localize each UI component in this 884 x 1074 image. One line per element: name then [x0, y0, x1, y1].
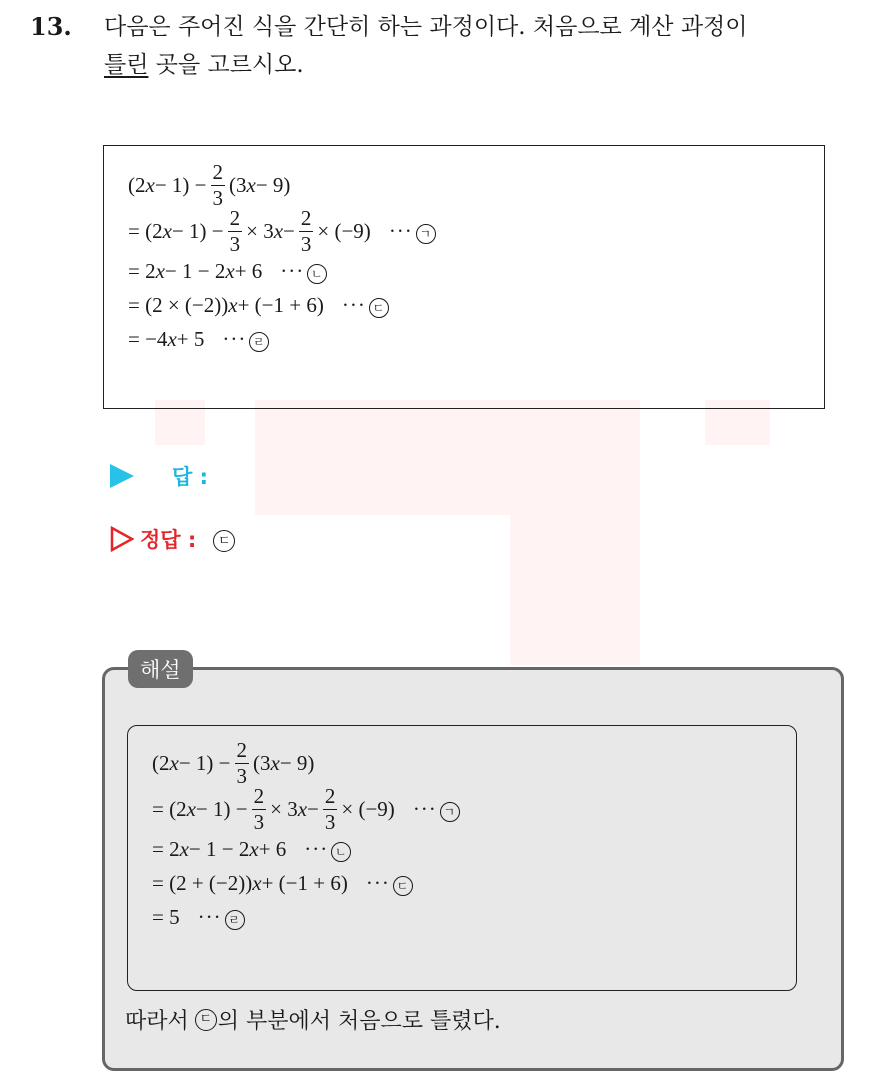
answer-label: 답 : [172, 465, 208, 489]
eq-text: = 2 [128, 258, 156, 283]
eq-text: × 3 [246, 218, 274, 243]
solution-inner-box [127, 725, 797, 991]
eq-text: − 1) − [195, 796, 248, 821]
correct-answer-value [210, 526, 235, 553]
equation-line [128, 205, 436, 256]
fraction [235, 737, 250, 788]
eq-text: = 5 [152, 904, 180, 929]
eq-text: − 9) [279, 750, 315, 775]
dots: ··· [388, 218, 413, 243]
question-line-2-rest: 곳을 고르시오. [148, 52, 304, 78]
dots: ··· [304, 836, 329, 861]
watermark-block [510, 510, 640, 665]
eq-text: − [283, 218, 295, 243]
eq-var: x [225, 258, 235, 283]
fraction-denominator: 3 [253, 809, 265, 834]
fraction-numerator: 2 [324, 783, 336, 808]
eq-text: + (−1 + 6) [261, 870, 348, 895]
step-marker [280, 259, 327, 284]
eq-var: x [246, 172, 256, 197]
equation-line [152, 737, 460, 788]
eq-text: − 1) − [178, 750, 231, 775]
fraction [323, 783, 338, 834]
eq-text: = (2 [152, 796, 187, 821]
question-line-2 [104, 46, 884, 84]
solution-conclusion [125, 1004, 501, 1035]
eq-text: × (−9) [341, 796, 395, 821]
correct-answer-row [110, 524, 235, 554]
eq-var: x [169, 750, 179, 775]
dots: ··· [280, 258, 305, 283]
circled-label: ㄱ [416, 224, 436, 244]
eq-text: (3 [229, 172, 247, 197]
equation-line [128, 254, 436, 288]
fraction-denominator: 3 [212, 185, 224, 210]
fraction-numerator: 2 [236, 737, 248, 762]
equation-line [152, 832, 460, 866]
eq-text: − 1 − 2 [188, 836, 250, 861]
equation-line [152, 900, 460, 934]
fraction-numerator: 2 [229, 205, 241, 230]
watermark-block [255, 400, 640, 515]
equation-line [152, 783, 460, 834]
circled-label: ㄴ [307, 264, 327, 284]
dots: ··· [197, 904, 222, 929]
eq-var: x [228, 292, 238, 317]
eq-text: × 3 [270, 796, 298, 821]
circled-label: ㄴ [331, 842, 351, 862]
question-text [104, 8, 884, 84]
eq-text: (3 [253, 750, 271, 775]
circled-label: ㄷ [393, 876, 413, 896]
step-marker [389, 219, 436, 244]
eq-text: − [307, 796, 319, 821]
eq-var: x [145, 172, 155, 197]
fraction-numerator: 2 [212, 159, 224, 184]
eq-text: (2 [152, 750, 170, 775]
fraction-denominator: 3 [236, 763, 248, 788]
circled-label: ㄹ [225, 910, 245, 930]
eq-text: − 1) − [171, 218, 224, 243]
equation-line [128, 288, 436, 322]
dots: ··· [222, 326, 247, 351]
eq-text: = (2 × (−2)) [128, 292, 229, 317]
dots: ··· [412, 796, 437, 821]
equation-line [128, 322, 436, 356]
step-marker [366, 871, 413, 896]
eq-var: x [167, 326, 177, 351]
eq-text: = (2 + (−2)) [152, 870, 253, 895]
step-marker [222, 327, 269, 352]
fraction [252, 783, 267, 834]
dots: ··· [341, 292, 366, 317]
solution-tab: 해설 [128, 650, 193, 688]
fraction-denominator: 3 [324, 809, 336, 834]
step-marker [413, 797, 460, 822]
solution-equations [152, 737, 460, 934]
eq-text: − 9) [255, 172, 291, 197]
conclusion-text: 의 부분에서 처음으로 틀렸다. [217, 1009, 501, 1034]
fraction-denominator: 3 [300, 231, 312, 256]
eq-var: x [252, 870, 262, 895]
equation-line [152, 866, 460, 900]
eq-var: x [249, 836, 259, 861]
fraction [228, 205, 243, 256]
eq-text: = −4 [128, 326, 168, 351]
circled-label: ㄷ [195, 1009, 217, 1031]
eq-var: x [179, 836, 189, 861]
equation-line [128, 159, 436, 210]
eq-text: − 1) − [154, 172, 207, 197]
problem-equations [128, 159, 436, 356]
underlined-word: 틀린 [104, 52, 149, 78]
eq-text: + 5 [176, 326, 205, 351]
conclusion-text: 따라서 [125, 1009, 189, 1034]
eq-var: x [270, 750, 280, 775]
step-marker [198, 905, 245, 930]
solution-box [102, 667, 844, 1071]
eq-var: x [273, 218, 284, 243]
step-marker [304, 837, 351, 862]
circled-label: ㄱ [440, 802, 460, 822]
step-marker [342, 293, 389, 318]
eq-text: × (−9) [317, 218, 371, 243]
eq-text: = 2 [152, 836, 180, 861]
eq-text: + (−1 + 6) [237, 292, 324, 317]
eq-text: + 6 [234, 258, 263, 283]
fraction-denominator: 3 [229, 231, 241, 256]
solid-triangle-right-icon [110, 464, 134, 488]
eq-var: x [162, 218, 172, 243]
circled-label: ㄹ [249, 332, 269, 352]
answer-row [110, 461, 208, 491]
fraction [211, 159, 226, 210]
fraction-numerator: 2 [300, 205, 312, 230]
eq-var: x [297, 796, 308, 821]
question-number: 13. [30, 12, 72, 41]
problem-box [103, 145, 825, 409]
dots: ··· [365, 870, 390, 895]
circled-label: ㄷ [369, 298, 389, 318]
correct-answer-label: 정답 : [140, 528, 197, 552]
circled-label: ㄷ [213, 530, 235, 552]
outline-triangle-right-icon [110, 526, 134, 552]
fraction [299, 205, 314, 256]
eq-text: = (2 [128, 218, 163, 243]
eq-var: x [186, 796, 196, 821]
eq-text: + 6 [258, 836, 287, 861]
eq-var: x [155, 258, 165, 283]
eq-text: (2 [128, 172, 146, 197]
fraction-numerator: 2 [253, 783, 265, 808]
question-line-1: 다음은 주어진 식을 간단히 하는 과정이다. 처음으로 계산 과정이 [104, 14, 748, 40]
eq-text: − 1 − 2 [164, 258, 226, 283]
